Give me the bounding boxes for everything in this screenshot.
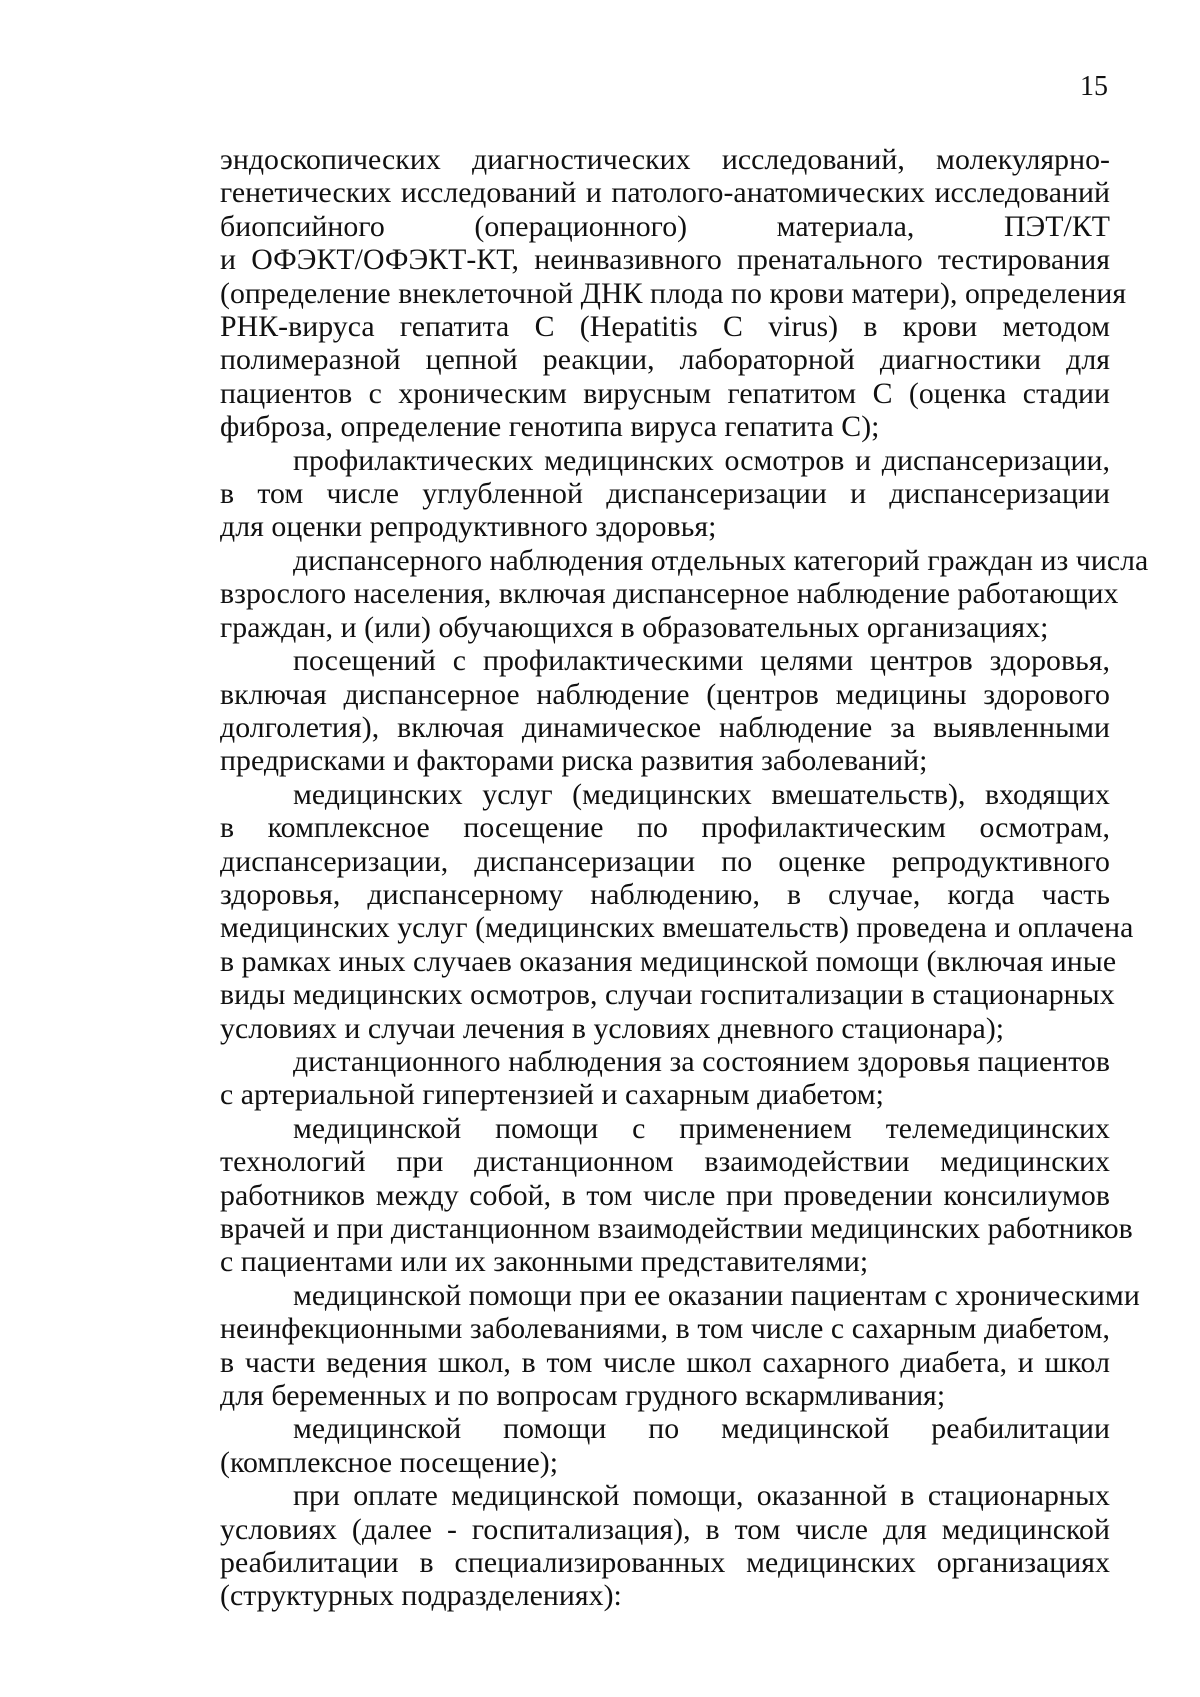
text-line: в рамках иных случаев оказания медицинской помощи (включая иные [220,944,1117,978]
page-number: 15 [1080,71,1108,102]
text-line: при оплате медицинской помощи, оказанной в стационарных [293,1479,1110,1513]
text-line: предрисками и факторами риска развития заболеваний; [220,744,928,778]
text-line: для оценки репродуктивного здоровья; [220,510,717,544]
text-line: в комплексное посещение по профилактическим осмотрам, [220,811,1110,845]
paragraph [220,1111,1133,1279]
text-line: профилактических медицинских осмотров и диспансеризации, [293,443,1110,477]
text-line: (комплексное посещение); [220,1445,559,1479]
paragraph [220,1479,1110,1613]
text-line: (структурных подразделениях): [220,1579,622,1613]
text-line: и ОФЭКТ/ОФЭКТ-КТ, неинвазивного пренатального тестирования [220,243,1110,277]
text-line: долголетия), включая динамическое наблюдение за выявленными [220,710,1110,744]
text-line: неинфекционными заболеваниями, в том числе с сахарным диабетом, [220,1312,1110,1346]
text-line: с артериальной гипертензией и сахарным диабетом; [220,1078,884,1112]
text-line: в части ведения школ, в том числе школ сахарного диабета, и школ [220,1345,1110,1379]
text-line: медицинской помощи по медицинской реабилитации [293,1412,1110,1446]
paragraph [220,143,1127,444]
text-line: медицинских услуг (медицинских вмешательств) проведена и оплачена [220,911,1134,945]
text-line: здоровья, диспансерному наблюдению, в случае, когда часть [220,877,1110,911]
paragraph [220,1045,1110,1112]
text-line: диспансеризации, диспансеризации по оценке репродуктивного [220,844,1110,878]
paragraph [220,777,1134,1045]
text-line: полимеразной цепной реакции, лабораторной диагностики для [220,343,1110,377]
text-line: граждан, и (или) обучающихся в образовательных организациях; [220,610,1049,644]
text-line: посещений с профилактическими целями центров здоровья, [293,644,1110,678]
text-line: виды медицинских осмотров, случаи госпитализации в стационарных [220,978,1115,1012]
text-line: фиброза, определение генотипа вируса гепатита С); [220,410,880,444]
paragraph [220,1278,1140,1413]
text-line: с пациентами или их законными представителями; [220,1245,869,1279]
text-line: биопсийного (операционного) материала, ПЭТ/КТ [220,209,1110,243]
text-line: РНК-вируса гепатита С (Hepatitis C virus) в крови методом [220,310,1110,344]
text-line: медицинской помощи при ее оказании пациентам с хроническими [293,1278,1140,1312]
text-line: условиях и случаи лечения в условиях дневного стационара); [220,1011,1005,1045]
text-line: (определение внеклеточной ДНК плода по крови матери), определения [220,276,1127,310]
text-line: диспансерного наблюдения отдельных категорий граждан из числа [293,543,1149,577]
text-line: дистанционного наблюдения за состоянием здоровья пациентов [293,1044,1110,1078]
text-line: врачей и при дистанционном взаимодействии медицинских работников [220,1212,1133,1245]
text-line: медицинской помощи с применением телемедицинских [293,1111,1110,1145]
text-line: условиях (далее - госпитализация), в том числе для медицинской [220,1512,1110,1546]
text-line: медицинских услуг (медицинских вмешательств), входящих [293,777,1110,811]
text-line: для беременных и по вопросам грудного вскармливания; [220,1379,946,1413]
document-body [220,143,1149,1613]
paragraph [220,444,1110,544]
text-line: работников между собой, в том числе при проведении консилиумов [220,1178,1110,1212]
text-line: в том числе углубленной диспансеризации и диспансеризации [220,477,1110,511]
text-line: включая диспансерное наблюдение (центров медицины здорового [220,677,1110,711]
paragraph [220,543,1149,644]
paragraph [220,644,1110,778]
text-line: генетических исследований и патолого-анатомических исследований [220,176,1110,210]
text-line: эндоскопических диагностических исследований, молекулярно- [220,143,1110,176]
text-line: взрослого населения, включая диспансерное наблюдение работающих [220,577,1119,611]
text-line: реабилитации в специализированных медицинских организациях [220,1546,1110,1580]
text-line: технологий при дистанционном взаимодействии медицинских [220,1145,1110,1179]
paragraph [220,1412,1110,1479]
text-line: пациентов с хроническим вирусным гепатитом С (оценка стадии [220,376,1110,410]
